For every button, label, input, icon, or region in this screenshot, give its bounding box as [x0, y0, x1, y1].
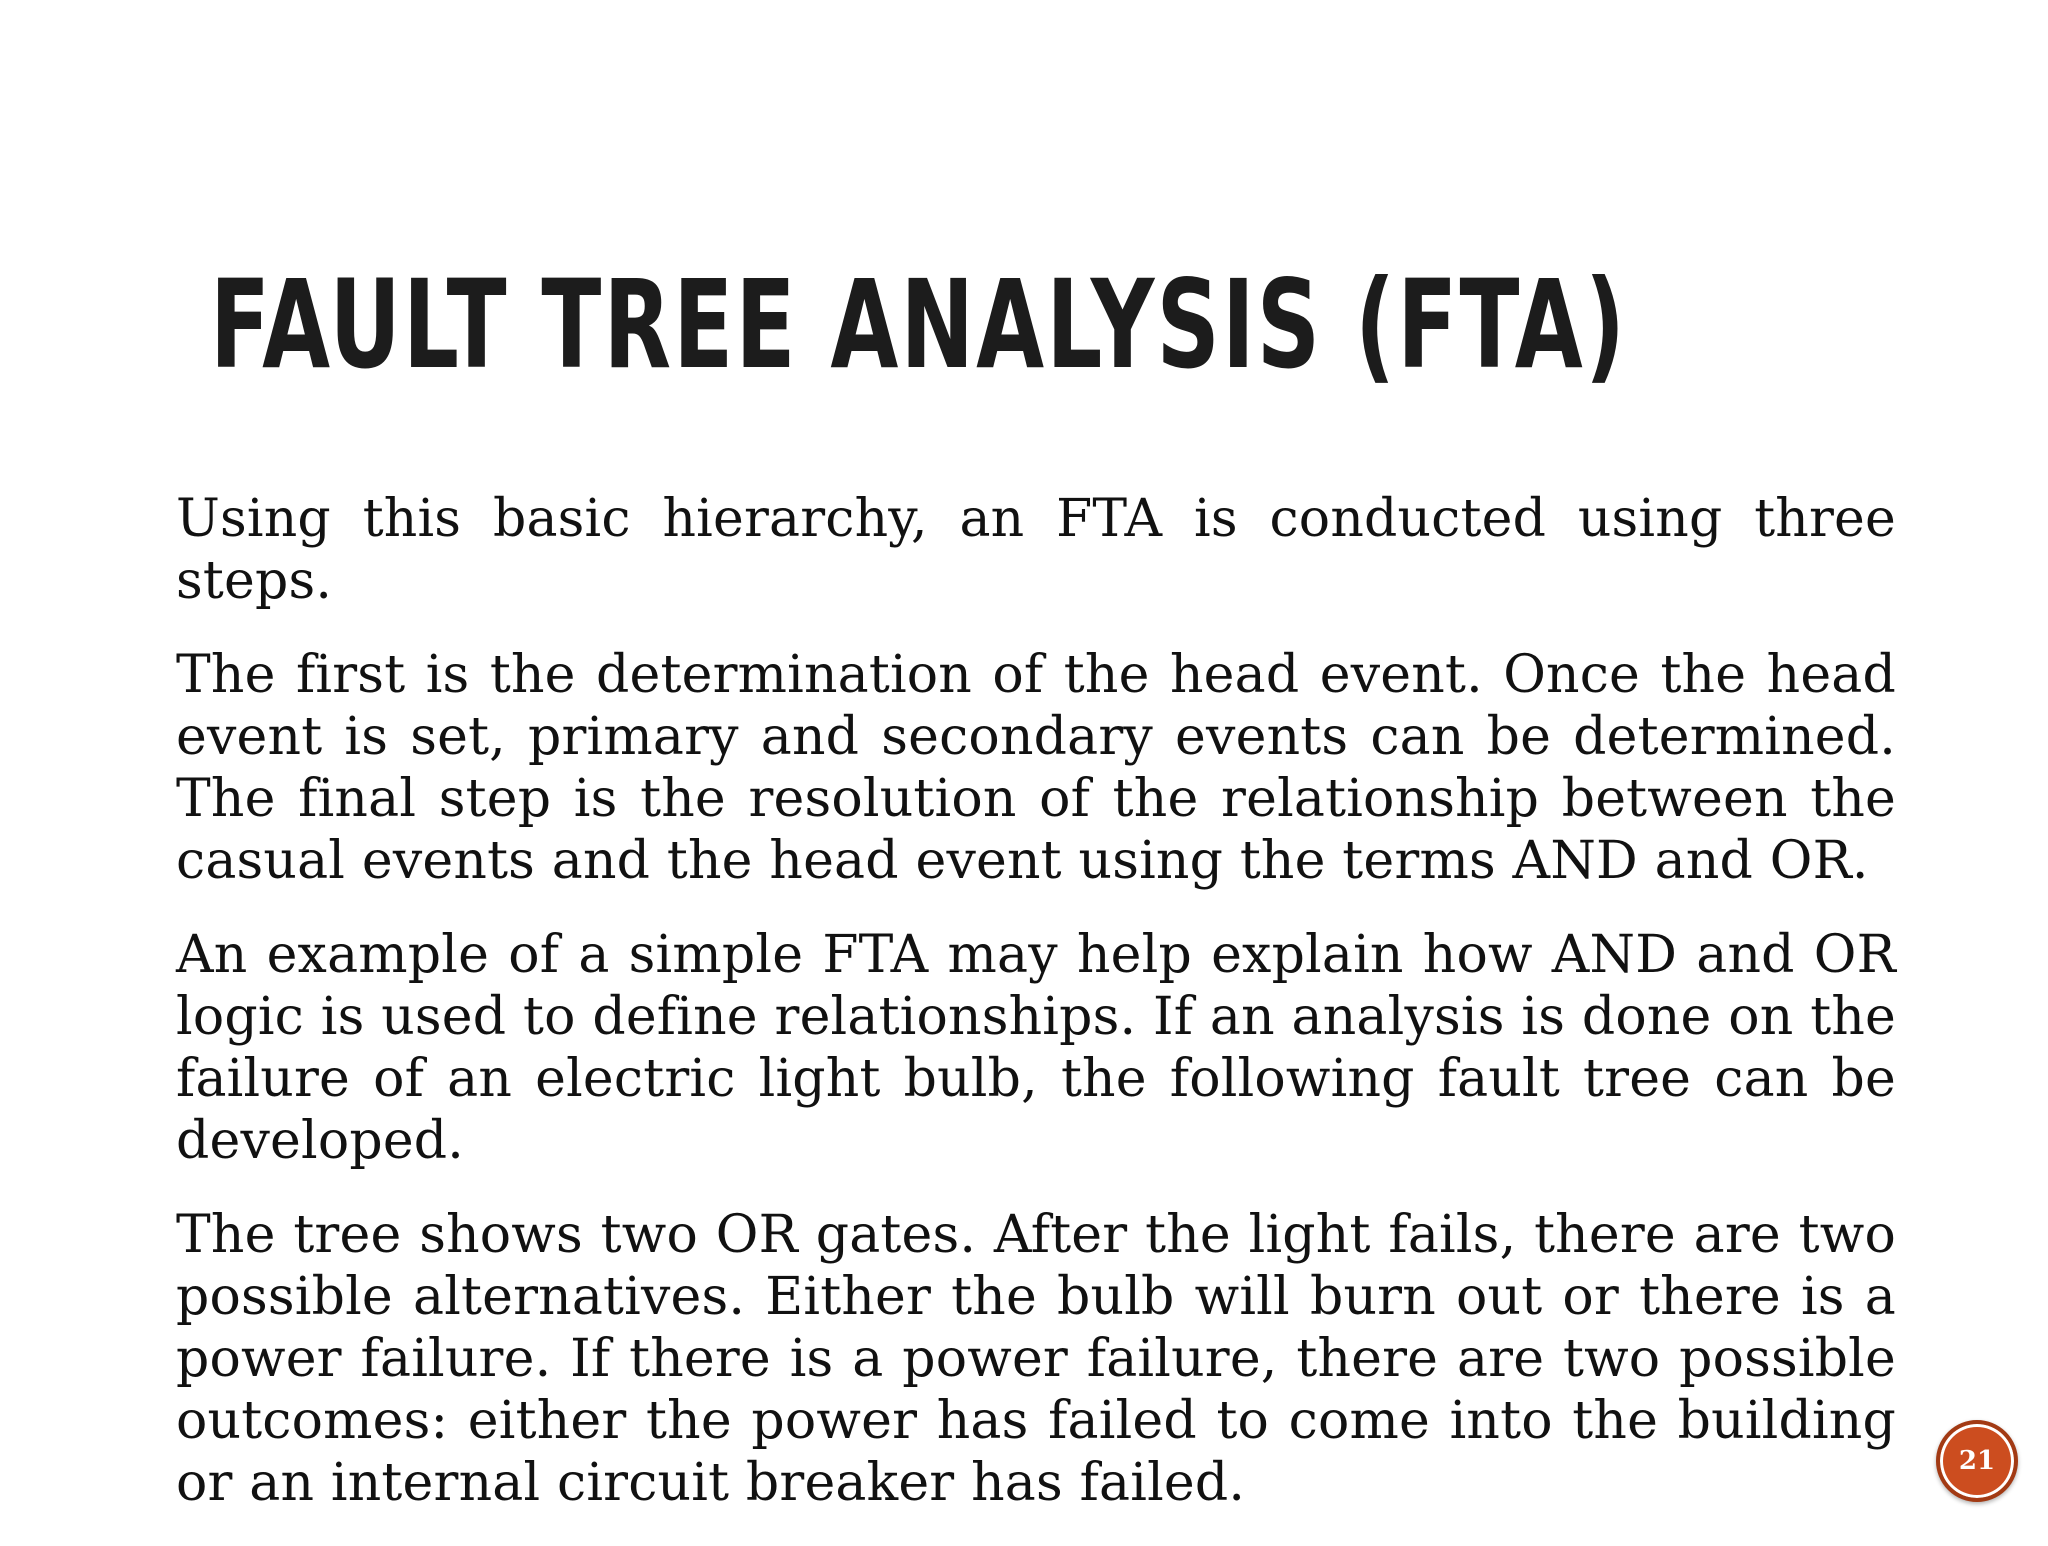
page-number-badge — [1936, 1420, 2018, 1502]
paragraph-intro: Using this basic hierarchy, an FTA is conducted using three steps. — [176, 489, 1896, 611]
page-number: 21 — [1958, 1446, 1996, 1476]
paragraph-example: An example of a simple FTA may help explain how AND and OR logic is used to define relationships. If an analysis is done on the failure of an electric light bulb, the following fault tree can be developed. — [176, 925, 1896, 1171]
slide-body — [176, 488, 1896, 1546]
paragraph-tree: The tree shows two OR gates. After the light fails, there are two possible alternatives. Either the bulb will burn out or there is a power failure. If there is a power failure, there are two possible outcomes: either the power has failed to come into the building or an internal circuit breaker has failed. — [176, 1205, 1896, 1513]
paragraph-steps: The first is the determination of the head event. Once the head event is set, primary and secondary events can be determined. The final step is the resolution of the relationship between the casual events and the head event using the terms AND and OR. — [176, 645, 1896, 891]
slide-title: FAULT TREE ANALYSIS (FTA) — [210, 254, 1628, 396]
